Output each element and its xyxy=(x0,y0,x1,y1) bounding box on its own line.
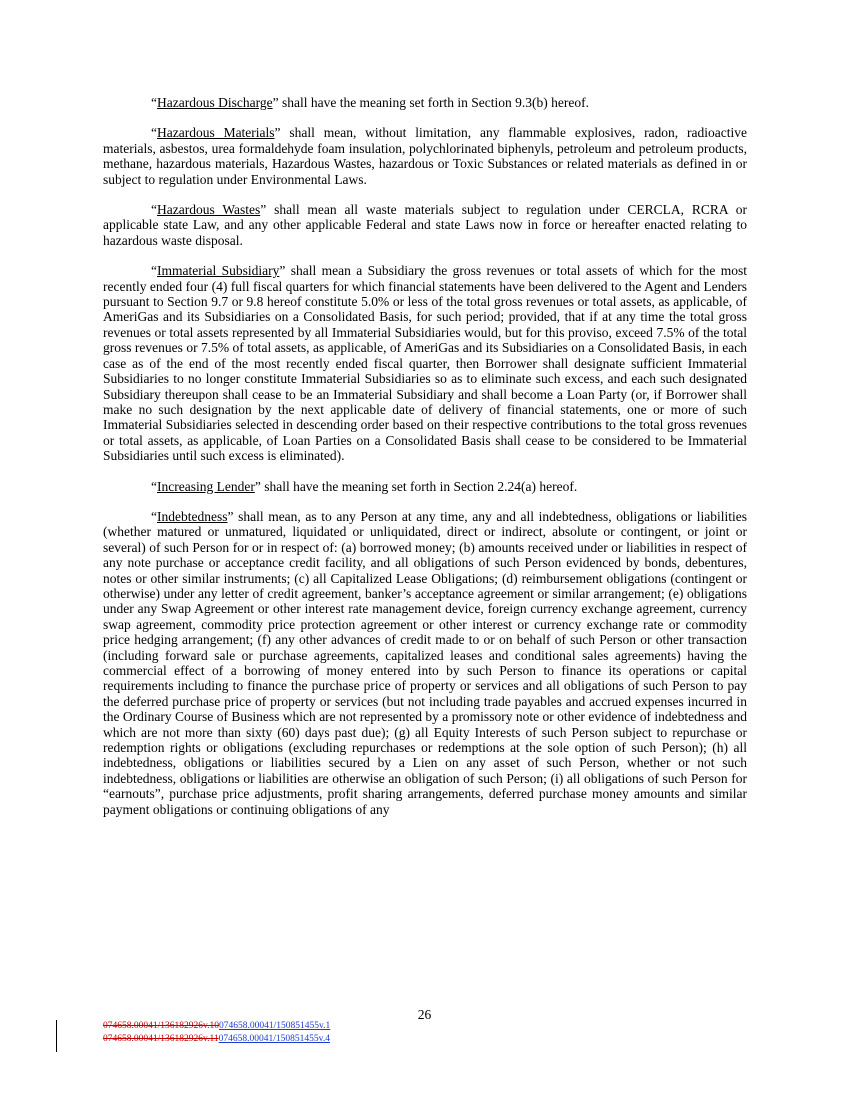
defined-term: Increasing Lender xyxy=(157,478,255,494)
defined-term: Hazardous Discharge xyxy=(157,95,273,110)
definition-paragraph: “Immaterial Subsidiary” shall mean a Subsidiary the gross revenues or total assets of which for the most recently ended four (4) full fiscal quarters for which financial statements have been delivered to the Agent and Lenders pursuant to Section 9.7 or 9.8 hereof constitute 5.0% or less of the total gross revenues or total assets, as applicable, of AmeriGas and its Subsidiaries on a Consolidated Basis, for such period; provided, that if at any time the total gross revenues or total assets represented by all Immaterial Subsidiaries would, but for this proviso, exceed 7.5% of the total gross revenues or 7.5% of total assets, as applicable, of AmeriGas and its Subsidiaries on a Consolidated Basis, in each case as of the end of the most recently ended fiscal quarter, then Borrower shall designate sufficient Immaterial Subsidiaries to no longer constitute Immaterial Subsidiaries so as to eliminate such excess, and each such designated Subsidiary thereupon shall cease to be an Immaterial Subsidiary and shall become a Loan Party (or, if Borrower shall make no such designation by the next applicable date of delivery of financial statements, one or more of such Immaterial Subsidiaries selected in descending order based on their respective contributions to the total gross revenues or total assets, as applicable, of Loan Parties on a Consolidated Basis shall cease to be considered to be Immaterial Subsidiaries until such excess is eliminated). xyxy=(103,263,747,464)
definition-paragraph: “Indebtedness” shall mean, as to any Person at any time, any and all indebtedness, obligations or liabilities (whether matured or unmatured, liquidated or unliquidated, direct or indirect, absolute or contingent, or joint or several) of such Person for or in respect of: (a) borrowed money; (b) amounts received under or liabilities in respect of any note purchase or acceptance credit facility, and all obligations of such Person evidenced by bonds, debentures, notes or other similar instruments; (c) all Capitalized Lease Obligations; (d) reimbursement obligations (contingent or otherwise) under any letter of credit agreement, banker’s acceptance agreement or similar arrangement; (e) obligations under any Swap Agreement or other interest rate management device, foreign currency exchange agreement, currency swap agreement, commodity price protection agreement or other interest or currency exchange rate or commodity price hedging arrangement; (f) any other advances of credit made to or on behalf of such Person or other transaction (including forward sale or purchase agreements, capitalized leases and conditional sales agreements) having the commercial effect of a borrowing of money entered into by such Person to finance its operations or capital requirements including to finance the purchase price of property or services and all obligations of such Person to pay the deferred purchase price of property or services (but not including trade payables and accrued expenses incurred in the Ordinary Course of Business which are not represented by a promissory note or other evidence of indebtedness and which are not more than sixty (60) days past due); (g) all Equity Interests of such Person subject to repurchase or redemption rights or obligations (excluding repurchases or redemptions at the sole option of such Person); (h) all indebtedness, obligations or liabilities secured by a Lien on any asset of such Person, whether or not such indebtedness, obligations or liabilities are otherwise an obligation of such Person; (i) all obligations of such Person for “earnouts”, purchase price adjustments, profit sharing arrangements, deferred purchase money amounts and similar payment obligations or continuing obligations of any xyxy=(103,508,747,817)
definition-paragraph: “Hazardous Wastes” shall mean all waste materials subject to regulation under CERCLA, RCRA or applicable state Law, and any other applicable Federal and state Laws now in force or hereafter enacted relating to hazardous waste disposal. xyxy=(103,202,747,248)
deleted-doc-id: 074658.00041/136182926v.10 xyxy=(103,1021,220,1031)
definition-paragraph: “Hazardous Discharge” shall have the meaning set forth in Section 9.3(b) hereof. xyxy=(151,95,589,110)
definition-paragraph: “Increasing Lender” shall have the meaning set forth in Section 2.24(a) hereof. xyxy=(151,478,578,494)
document-footer xyxy=(103,1020,330,1045)
page-number: 26 xyxy=(417,1007,432,1022)
defined-term: Indebtedness xyxy=(157,508,228,524)
definition-text: ” shall mean all waste materials subject to regulation under CERCLA, RCRA or applicable state Law, and any other applicable Federal and state Laws now in force or hereafter enacted relating to hazardous waste disposal. xyxy=(103,202,747,248)
defined-term: Hazardous Wastes xyxy=(157,202,261,218)
definition-text: ” shall mean, without limitation, any flammable explosives, radon, radioactive materials, asbestos, urea formaldehyde foam insulation, polychlorinated biphenyls, petroleum and petroleum products, methane, hazardous materials, Hazardous Wastes, hazardous or Toxic Substances or related materials as defined in or subject to regulation under Environmental Laws. xyxy=(103,125,747,187)
definition-text: ” shall have the meaning set forth in Section 9.3(b) hereof. xyxy=(272,95,589,110)
footer-doc-id-line xyxy=(103,1020,330,1033)
definitions-body xyxy=(103,95,747,832)
defined-term: Hazardous Materials xyxy=(157,125,275,141)
definition-paragraph: “Hazardous Materials” shall mean, without limitation, any flammable explosives, radon, radioactive materials, asbestos, urea formaldehyde foam insulation, polychlorinated biphenyls, petroleum and petroleum products, methane, hazardous materials, Hazardous Wastes, hazardous or Toxic Substances or related materials as defined in or subject to regulation under Environmental Laws. xyxy=(103,125,747,187)
inserted-doc-id: 074658.00041/150851455v.4 xyxy=(218,1033,330,1044)
deleted-doc-id: 074658.00041/136182926v.11 xyxy=(103,1033,219,1044)
definition-text: ” shall mean a Subsidiary the gross revenues or total assets of which for the most recently ended four (4) full fiscal quarters for which financial statements have been delivered to the Agent and Lenders pursuant to Section 9.7 or 9.8 hereof constitute 5.0% or less of the total gross revenues or total assets, as applicable, of AmeriGas and its Subsidiaries on a Consolidated Basis, for such period; provided, that if at any time the total gross revenues or total assets represented by all Immaterial Subsidiaries would, but for this proviso, exceed 7.5% of the total gross revenues or 7.5% of total assets, as applicable, of AmeriGas and its Subsidiaries on a Consolidated Basis, in each case as of the end of the most recently ended fiscal quarter, then Borrower shall designate sufficient Immaterial Subsidiaries to no longer constitute Immaterial Subsidiaries so as to eliminate such excess, and each such designated Subsidiary thereupon shall cease to be an Immaterial Subsidiary and shall become a Loan Party (or, if Borrower shall make no such designation by the next applicable date of delivery of financial statements, one or more of such Immaterial Subsidiaries selected in descending order based on their respective contributions to the total gross revenues or total assets, as applicable, of Loan Parties on a Consolidated Basis shall cease to be considered to be Immaterial Subsidiaries until such excess is eliminated). xyxy=(103,263,747,464)
defined-term: Immaterial Subsidiary xyxy=(157,263,280,279)
revision-change-bar xyxy=(56,1020,57,1052)
definition-text: ” shall have the meaning set forth in Section 2.24(a) hereof. xyxy=(254,478,578,494)
footer-doc-id-line xyxy=(103,1033,330,1046)
inserted-doc-id: 074658.00041/150851455v.1 xyxy=(219,1021,331,1031)
definition-text: ” shall mean, as to any Person at any time, any and all indebtedness, obligations or liabilities (whether matured or unmatured, liquidated or unliquidated, direct or indirect, absolute or contingent, or joint or several) of such Person for or in respect of: (a) borrowed money; (b) amounts received under or liabilities in respect of any note purchase or acceptance credit facility, and all obligations of such Person evidenced by bonds, debentures, notes or other similar instruments; (c) all Capitalized Lease Obligations; (d) reimbursement obligations (contingent or otherwise) under any letter of credit agreement, banker’s acceptance agreement or similar arrangement; (e) obligations under any Swap Agreement or other interest rate management device, foreign currency exchange agreement, currency swap agreement, commodity price protection agreement or other interest or currency exchange rate or commodity price hedging arrangement; (f) any other advances of credit made to or on behalf of such Person or other transaction (including forward sale or purchase agreements, capitalized leases and conditional sales agreements) having the commercial effect of a borrowing of money entered into by such Person to finance its operations or capital requirements including to finance the purchase price of property or services and all obligations of such Person to pay the deferred purchase price of property or services (but not including trade payables and accrued expenses incurred in the Ordinary Course of Business which are not represented by a promissory note or other evidence of indebtedness and which are not more than sixty (60) days past due); (g) all Equity Interests of such Person subject to repurchase or redemption rights or obligations (excluding repurchases or redemptions at the sole option of such Person); (h) all indebtedness, obligations or liabilities secured by a Lien on any asset of such Person, whether or not such indebtedness, obligations or liabilities are otherwise an obligation of such Person; (i) all obligations of such Person for “earnouts”, purchase price adjustments, profit sharing arrangements, deferred purchase money amounts and similar payment obligations or continuing obligations of any xyxy=(103,508,747,817)
